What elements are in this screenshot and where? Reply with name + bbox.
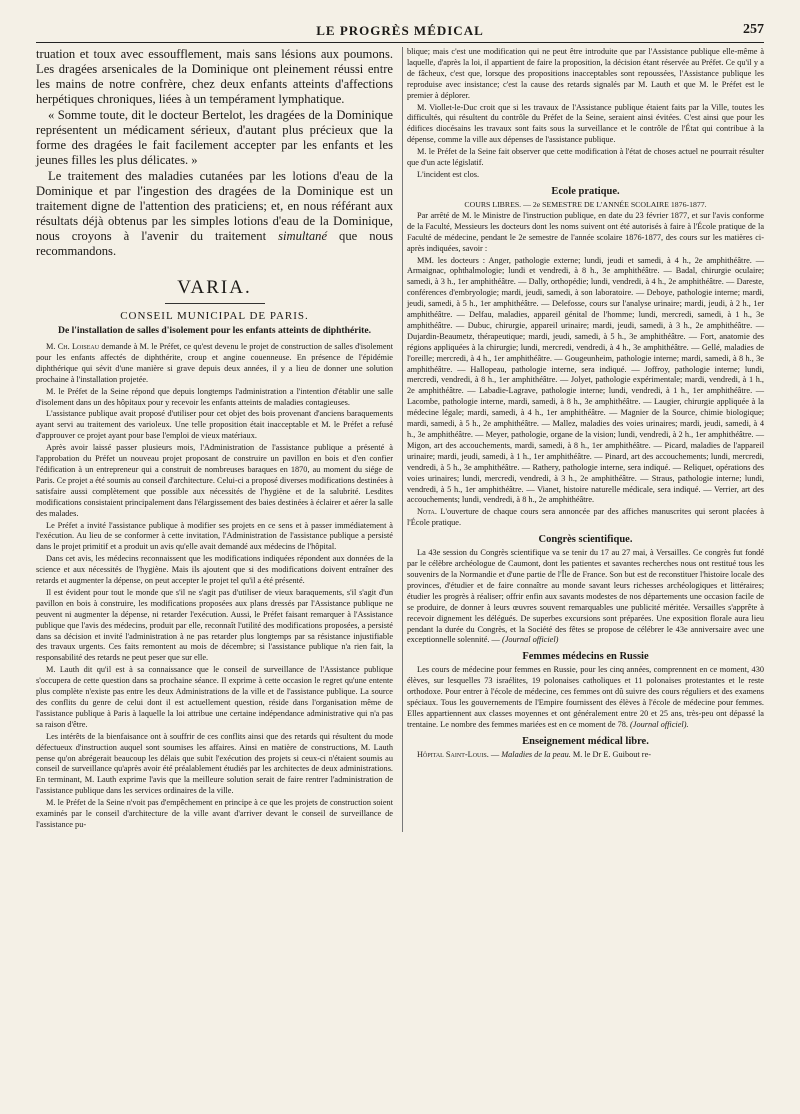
right-column xyxy=(407,47,764,832)
section-title-congres: Congrès scientifique. xyxy=(538,534,633,546)
council-paragraph xyxy=(36,342,393,386)
page-header xyxy=(36,22,764,43)
semester-line: COURS LIBRES. — 2e SEMESTRE DE L'ANNÉE SCOLAIRE 1876-1877. xyxy=(464,199,707,209)
congres-text: La 43e session du Congrès scientifique va se tenir du 17 au 27 mai, à Versailles. Ce congrès fut fondé par le célèbre archéologue de Caumont, dont les patientes et savantes recherches nous ont restitué tous les souvenirs de la Normandie et d'une partie de l'Île de France. Son but est de reconstituer l'histoire locale des provinces, d'étudier et de faire connaître au monde savant leurs richesses archéologiques et littéraires; étudier les progrès à réaliser; offrir enfin aux savants modestes de nos départements une occasion facile de se produire, de donner à leurs œuvres souvent remarquables une publicité méritée. Versailles s'apprête à recevoir dignement les délégués. De superbes excursions sont préparées. Une exposition florale aura lieu pendant la durée du Congrès, et la Société des fêtes se propose de célébrer le 43e anniversaire avec une exceptionnelle solennité. — xyxy=(407,548,764,645)
article-columns xyxy=(36,47,764,832)
speaker-name: M. Ch. Loiseau xyxy=(46,342,100,351)
paragraph-text: M. le Dr E. Guibout re- xyxy=(570,749,652,759)
section-title-enseignement: Enseignement médical libre. xyxy=(522,735,649,747)
intro-paragraph: « Somme toute, dit le docteur Bertelot, les dragées de la Dominique représentent un médicament sérieux, d'autant plus précieux que la forme des dragées le fait facilement accepter par les enfants et les jeunes filles les plus délicates. » xyxy=(36,108,393,167)
council-paragraph: Après avoir laissé passer plusieurs mois, l'Administration de l'assistance publique a présenté à l'approbation du Préfet un nouveau projet proposant de construire un pavillon en bois et d'en confier l'édification à un entrepreneur qui a construit de nombreuses baraques en 1870, au moment du siége de Paris. Ce projet a été soumis au conseil d'architecture. Celui-ci a proposé diverses modifications destinées à satisfaire aussi complètement que possible aux nécessités de l'hygiène et de la salubrité. Lesdites modifications consistaient principalement dans l'élargissement des baies destinées à éclairer et aérer la salle des malades. xyxy=(36,443,394,518)
intro-ending: que nous recommandons. xyxy=(36,229,394,258)
femmes-paragraph xyxy=(407,665,764,730)
journal-title: LE PROGRÈS MÉDICAL xyxy=(316,23,484,38)
council-paragraph: L'assistance publique avait proposé d'utiliser pour cet objet des bois provenant d'anciens baraquements ayant servi au traitement des varioleux. Une telle proposition était inacceptable et M. le Préfet a refusé d'approuver ce projet ayant pour base l'emploi de vieux matériaux. xyxy=(36,409,393,441)
intro-paragraph xyxy=(36,169,393,259)
page-number: 257 xyxy=(743,22,764,37)
council-paragraph: M. le Préfet de la Seine fait observer que cette modification à l'état de choses actuel ne pourrait résulter que d'un acte législatif. xyxy=(407,147,764,168)
congres-paragraph xyxy=(407,548,764,646)
intro-emphasis: simultané xyxy=(278,229,328,243)
section-title-ecole: Ecole pratique. xyxy=(551,185,620,197)
council-paragraph: M. le Préfet de la Seine répond que depuis longtemps l'administration a l'intention d'établir une salle d'isolement dans un des hôpitaux pour y recevoir les enfants atteints de maladies contagieuses. xyxy=(36,386,393,407)
source-citation: (Journal officiel). xyxy=(630,719,689,729)
dash: — xyxy=(488,749,502,759)
source-citation: (Journal officiel) xyxy=(501,635,559,645)
nota-paragraph xyxy=(407,507,764,529)
council-paragraph: M. Lauth dit qu'il est à sa connaissance que le conseil de surveillance de l'Assistance publique s'occupera de cette question dans sa prochaine séance. Il exprime à cette occasion le regret qu'une entente plus complète n'existe pas entre les deux Administrations de la ville et de l'assistance publique. La source des conflits du genre de celui dont il est actuellement question, réside dans l'organisation même de l'assistance publique à Paris à laquelle la loi attribue une certaine indépendance administrative qui n'a pas sa raison d'être. xyxy=(36,665,393,729)
left-column xyxy=(36,47,403,832)
council-paragraph: Les intérêts de la bienfaisance ont à souffrir de ces conflits ainsi que des retards qui résultent du mode défectueux d'instruction auquel sont soumises les affaires. Ainsi en matière de constructions, M. Lauth pense qu'on abrégerait beaucoup les délais que subit l'exécution des projets si ceux-ci n'étaient soumis au conseil de surveillance qu'après avoir été préalablement étudiés par les architectes de deux administrations. En terminant, M. Lauth exprime l'avis que la meilleure solution serait de faire rentrer l'administration de l'assistance publique dans les services ordinaires de la ville. xyxy=(36,731,393,796)
council-paragraph: L'incident est clos. xyxy=(417,169,480,179)
council-paragraph: blique; mais c'est une modification qui ne peut être introduite que par l'Assistance publique elle-même à laquelle, d'après la loi, il appartient de faire la proposition, la décision étant réservée au Préfet. Ce qu'il y a de fâcheux, c'est que, lorsque des propositions inacceptables sont repoussées, l'Assistance publique les reproduise avec insistance; c'est la cause des retards signalés par M. Lauth et que M. le Préfet est le premier à déplorer. xyxy=(407,47,764,100)
paragraph-text: demande à M. le Préfet, ce qu'est devenu le projet de construction de salles d'isolement pour les enfants affectés de diphthérite, croup et angine couenneuse. En présence de l'épidémie diphthérique qui sévit d'une manière si grave depuis deux années, il y a lieu de donner une solution prochaine à l'installation projetée. xyxy=(36,342,393,384)
femmes-text: Les cours de médecine pour femmes en Russie, pour les cinq années, comprennent en ce moment, 430 élèves, sur lesquelles 73 israélites, 19 polonaises catholiques et 11 polonaises protestantes et le reste orthodoxe. Pour entrer à l'école de médecine, ces femmes ont dû suivre des cours réguliers et des examens spéciaux. Tous les gouvernements de l'Empire fournissent des élèves à l'école de médecine pour femmes. Elles appartiennent aux classes moyennes et ont généralement entre 20 et 25 ans, très-peu ont dépassé la trentaine. Le nombre des femmes mariées est en ce moment de 78. xyxy=(407,665,764,729)
council-paragraph: M. Viollet-le-Duc croit que si les travaux de l'Assistance publique étaient faits par la Ville, toutes les difficultés, qui résultent du contrôle du Préfet de la Seine, seraient ainsi évitées. C'est ainsi que pour les édifices diocésains les travaux sont faits sous la surveillance et le contrôle de l'État qui contribue à la dépense, comme la ville aux dépenses de l'assistance publique. xyxy=(407,102,764,145)
council-heading: CONSEIL MUNICIPAL DE PARIS. xyxy=(120,310,309,322)
hopital-paragraph xyxy=(407,750,764,761)
intro-text: Le traitement des maladies cutanées par les lotions d'eau de la Dominique et par l'ingestion des dragées de la Dominique est un traitement digne de l'attention des praticiens; et, en nous référant aux résultats déjà obtenus par les simples lotions d'eau de la Dominique, nous croyons à l'avenir du traitement xyxy=(36,169,393,243)
council-paragraph: Le Préfet a invité l'assistance publique à modifier ses projets en ce sens et à passer immédiatement à l'exécution. Au lieu de se conformer à cette invitation, l'Administration de l'assistance publique a persisté dans le projet primitif et a produit un avis qu'elle avait demandé aux médecins de l'hôpital. xyxy=(36,520,393,552)
council-paragraph: Dans cet avis, les médecins reconnaissent que les modifications indiquées répondent aux données de la science et aux nécessités de l'hygiène. Mais ils ajoutent que si des modifications doivent entraîner des retards et augmenter la dépense, on peut accepter le projet tel qu'il a été présenté. xyxy=(36,554,393,586)
nota-text: L'ouverture de chaque cours sera annoncée par des affiches manuscrites qui seront placées à l'École pratique. xyxy=(407,507,764,528)
nota-label: Nota. xyxy=(417,507,437,517)
course-list: MM. les docteurs : Anger, pathologie externe; lundi, jeudi et samedi, à 4 h., 2e amphithéâtre. — Armaignac, ophthalmologie; lundi et vendredi, à 8 h., 3e amphithéâtre. — Badal, chirurgie oculaire; samedi, à 3 h., 1er amphithéâtre. — Dally, orthopédie; lundi, vendredi, à 4 h., 2e amphithéâtre. — Dareste, conférences d'embryologie; mardi, jeudi, samedi, à son laboratoire. — Deboye, pathologie interne; mardi, jeudi, samedi, à 5 h., 1er amphithéâtre. — Delefosse, cours sur l'analyse urinaire; mardi, jeudi, à 2 h., 1er amphithéâtre. — Delfau, maladies, appareil génital de l'homme; lundi, mercredi, samedi, à 1 h., 3e amphithéâtre. — Dubuc, chirurgie, appareil urinaire; mardi, jeudi, samedi, à 3 h., 2e amphithéâtre. — Dujardin-Beaumetz, thérapeutique; mardi, jeudi, samedi, à 5 h., 3e amphithéâtre. — Fort, anatomie des régions appliquées à la chirurgie; lundi, mercredi, vendredi, à 4 h., 3e amphithéâtre. — Gellé, maladies de l'oreille; mercredi, à 4 h., 1er amphithéâtre. — Gougeunheim, pathologie interne; mardi, samedi, à 8 h., 3e amphithéâtre. — Hallopeau, pathologie interne, sera indiqué. — Joffroy, pathologie interne; lundi, mercredi, vendredi, à 8 h., 1er amphithéâtre. — Jolyet, pathologie expérimentale; mardi, vendredi, à 1 h., 2e amphithéâtre. — Labadie-Lagrave, pathologie interne; lundi, vendredi, à 1 h., 1er amphithéâtre. — Lacombe, pathologie interne, mardi, samedi, à 8 h., 3e amphithéâtre. — Laugier, chirurgie appliquée à la médecine légale; mardi, samedi, à 4 h., 1er amphithéâtre. — Magnier de la Source, chimie biologique; mardi, samedi, à 5 h., 2e amphithéâtre. — Mallez, maladies des voies urinaires; mardi, jeudi, samedi, à 4 h., 3e amphithéâtre. — Meyer, pathologie, organe de la vision; lundi, vendredi, à 2 h., 1er amphithéâtre. — Migon, art des accouchements, mardi, samedi, à 8 h., 1er amphithéâtre. — Picard, maladies de l'appareil urinaire; mardi, jeudi, samedi, à 1 h., 1er amphithéâtre. — Pinard, art des accouchements; lundi, mercredi, vendredi, à 5 h., 3e amphithéâtre. — Rathery, pathologie interne, sera indiqué. — Reliquet, opérations des voies urinaires; lundi, mercredi, vendredi, à 3 h., 2e amphithéâtre. — Straus, pathologie interne; lundi, vendredi, à 5 h., 1er amphithéâtre. — Vianet, histoire naturelle médicale, sera indiqué. — Verrier, art des accouchements; lundi, vendredi, à 8 h., 2e amphithéâtre. xyxy=(407,255,764,505)
intro-paragraph: truation et toux avec essoufflement, mais sans lésions aux poumons. Les dragées arsenicales de la Dominique ont pleinement réussi entre les mains de notre confrère, chez deux enfants atteints d'affections herpétiques chroniques, liées à un tempérament lymphatique. xyxy=(36,47,393,106)
divider xyxy=(165,303,265,304)
section-title-varia: VARIA. xyxy=(177,277,252,298)
council-paragraph: Il est évident pour tout le monde que s'il ne s'agit pas d'utiliser de vieux baraquements, s'il s'agit d'un pavillon en bois à construire, les modifications proposées aux plans dressés par l'Assistance publique ne peuvent ni augmenter la dépense, ni retarder l'exécution. Aussi, le Préfet faisant remarquer à l'Assistance publique que l'avis des médecins, produit par elle, reconnaît l'utilité des modifications proposées, a persisté dans sa décision et invité l'administration à ne pas retarder plus longtemps par sa résistance injustifiable des travaux urgents. Ces faits remontent au mois de décembre; si l'assistance publique n'a rien fait, la responsabilité des retards ne peut peser que sur elle. xyxy=(36,587,393,663)
hospital-name: Hôpital Saint-Louis. xyxy=(417,749,489,759)
course-topic: Maladies de la peau. xyxy=(501,749,571,759)
section-title-femmes: Femmes médecins en Russie xyxy=(522,651,649,663)
article-subheading: De l'installation de salles d'isolement pour les enfants atteints de diphthérite. xyxy=(58,325,371,336)
council-paragraph: M. le Préfet de la Seine n'voit pas d'empêchement en principe à ce que les projets de construction soient examinés par le conseil d'architecture de la ville avant d'arriver devant le conseil de surveillance de l'assistance pu- xyxy=(36,798,393,829)
ecole-paragraph: Par arrêté de M. le Ministre de l'instruction publique, en date du 23 février 1877, et sur l'avis conforme de la Faculté, Messieurs les docteurs dont les noms suivent ont été autorisés à faire à l'École pratique de la Faculté de médecine, pendant le 2e semestre de l'année scolaire 1876-1877, des cours sur les matières ci-après indiquées, savoir : xyxy=(407,210,764,253)
